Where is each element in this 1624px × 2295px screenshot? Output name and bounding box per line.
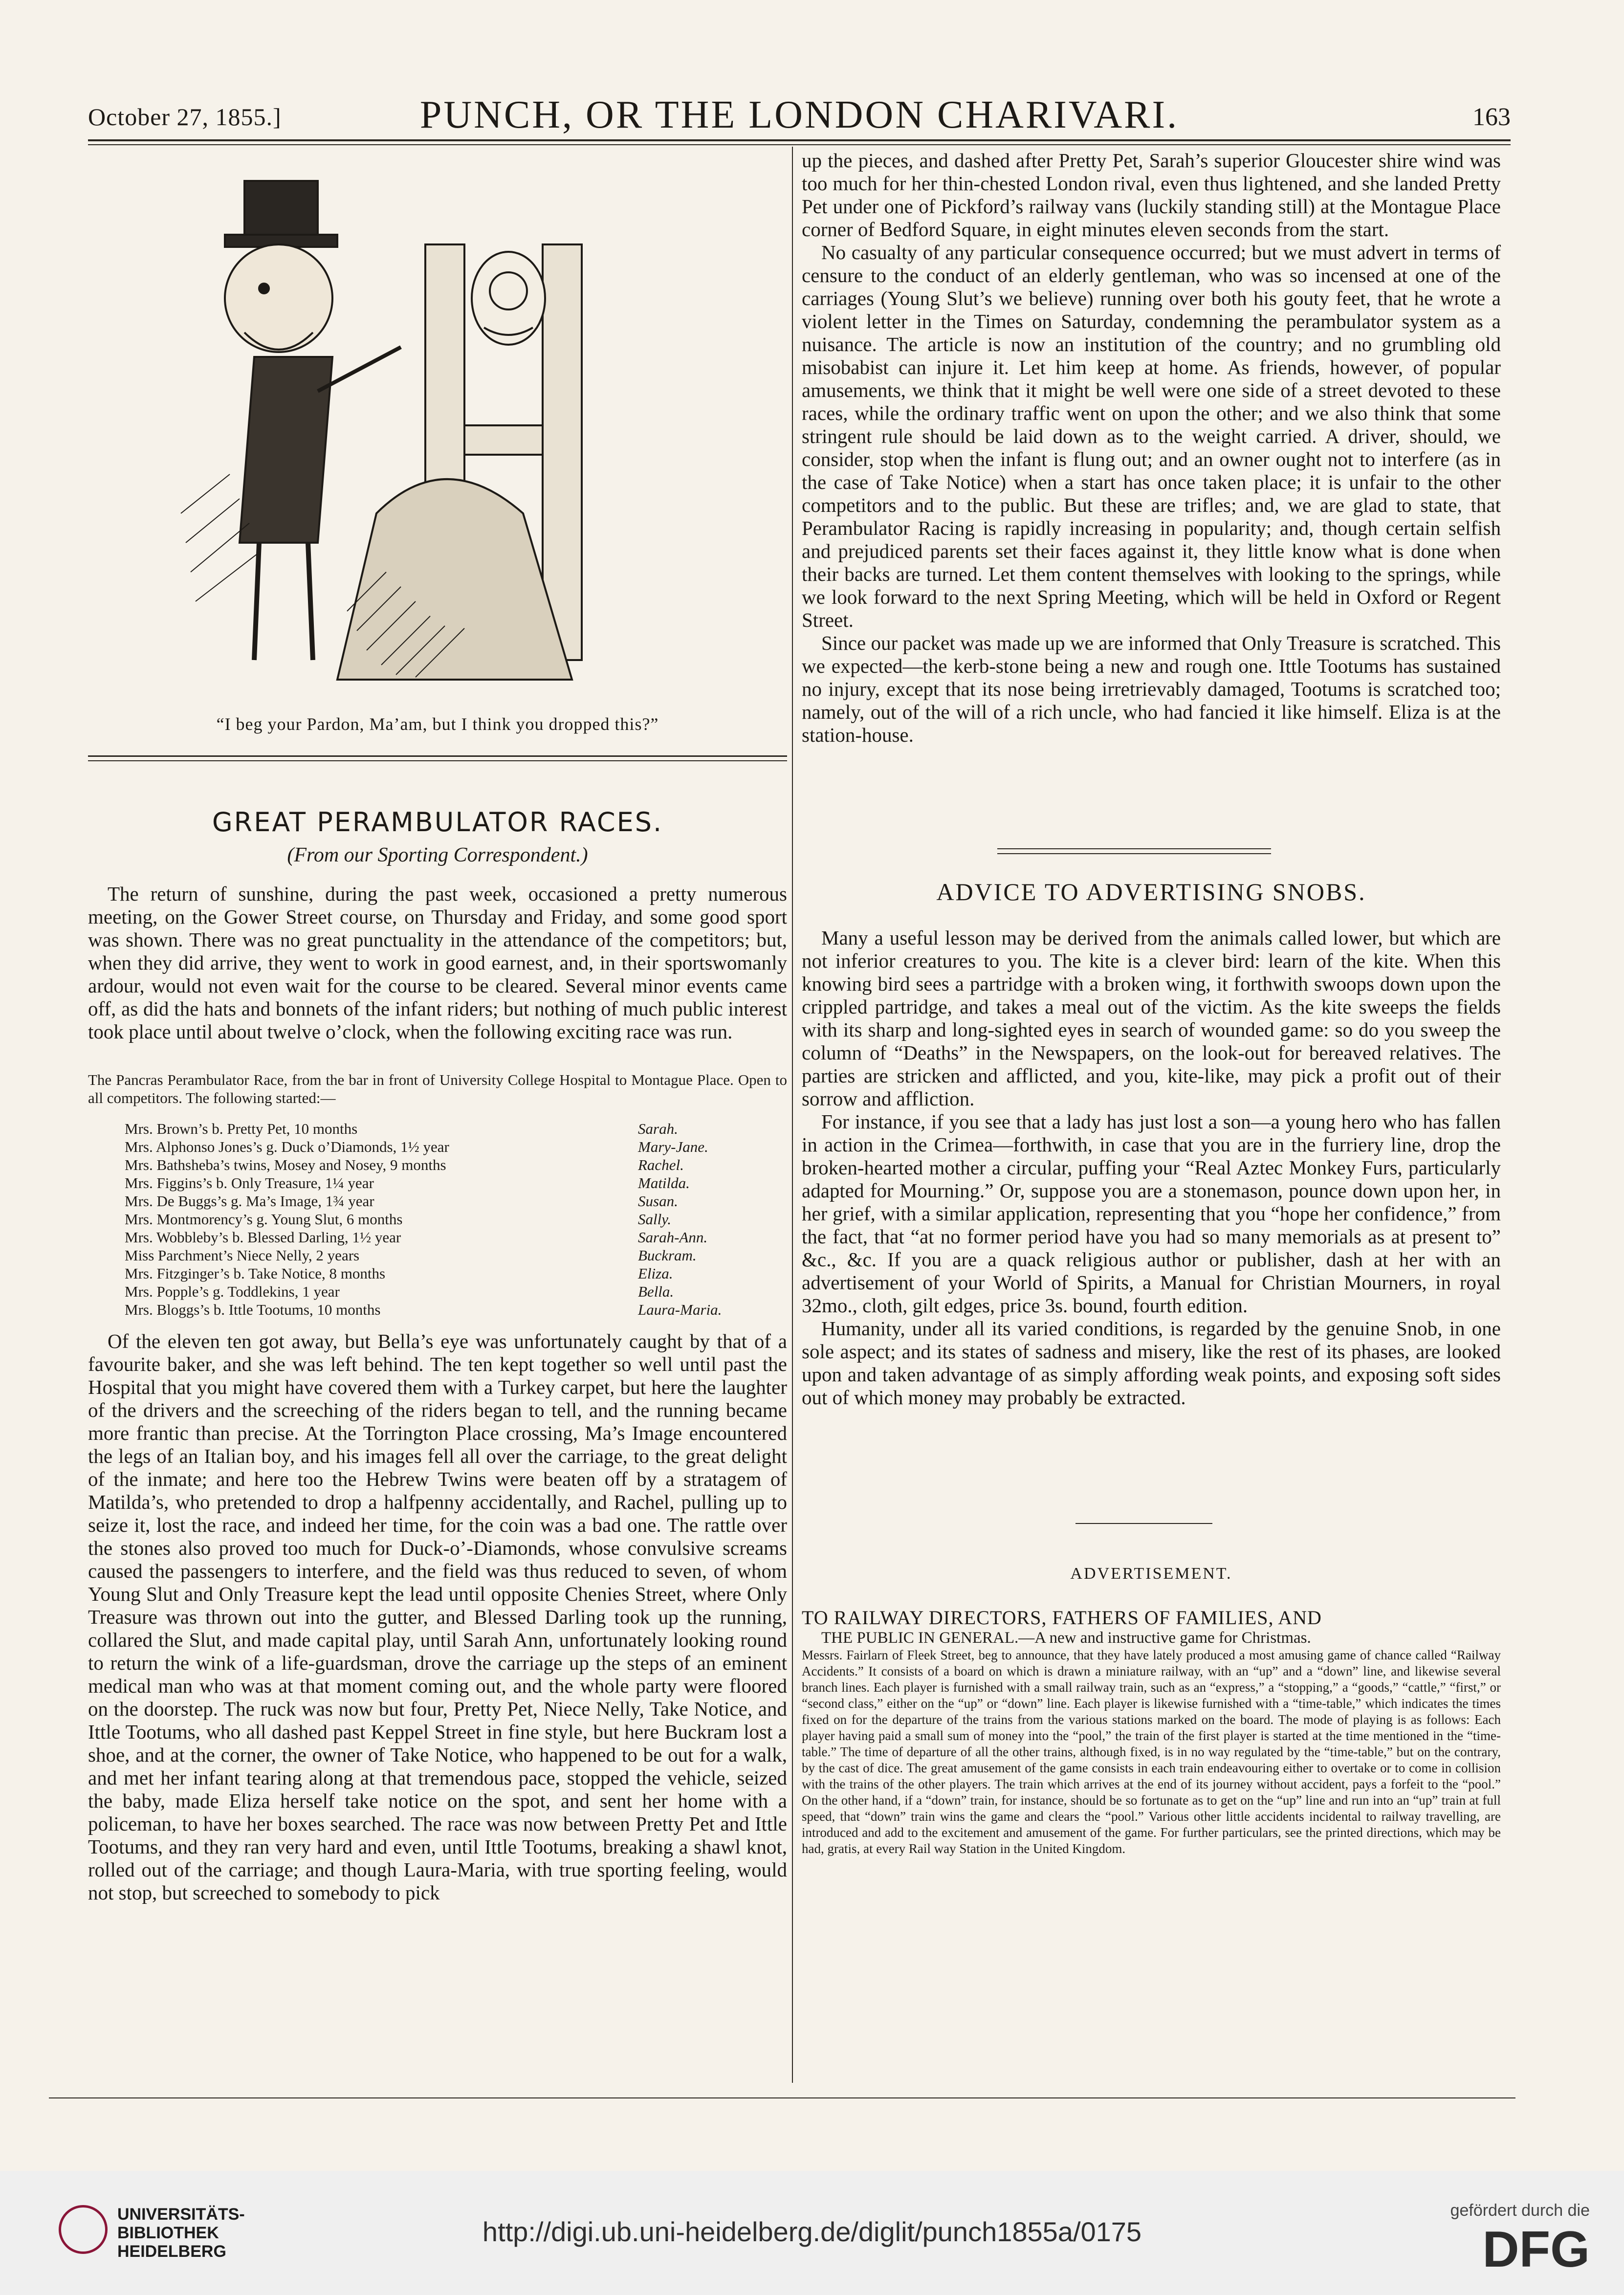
article1-body <box>88 1330 787 1904</box>
bottom-rule <box>49 2097 1515 2098</box>
funding-label: gefördert durch die <box>1450 2201 1590 2220</box>
page-number: 163 <box>1472 103 1511 131</box>
race-entry <box>125 1246 760 1264</box>
entry-name: Mrs. Bloggs’s b. Ittle Tootums, 10 months <box>125 1301 381 1318</box>
race-entry <box>125 1301 760 1319</box>
race-entry <box>125 1138 760 1156</box>
article2-body <box>802 927 1501 1409</box>
article1-para1: The return of sunshine, during the past week, occasioned a pretty numerous meeting, on the Gower Street course, on Thursday and Friday, and some good sport was shown. There was no great punctuality in the attendance of the competitors; but, when they did arrive, they went to work in good earnest, and, in their sportswomanly ardour, would not even wait for the course to be cleared. Several minor events came off, as did the hats and bonnets of the infant riders; but nothing of much public interest took place until about twelve o’clock, when the following exciting race was run. <box>88 883 787 1043</box>
race-entry <box>125 1282 760 1301</box>
race-entry <box>125 1210 760 1228</box>
issue-date: October 27, 1855.] <box>88 103 282 131</box>
entry-name: Mrs. Bathsheba’s twins, Mosey and Nosey, 9 months <box>125 1156 446 1173</box>
entry-name: Mrs. Popple’s g. Toddlekins, 1 year <box>125 1283 340 1300</box>
ad-title-line: TO RAILWAY DIRECTORS, FATHERS OF FAMILIES, AND <box>802 1607 1322 1629</box>
article-title-perambulator: GREAT PERAMBULATOR RACES. <box>212 807 663 838</box>
digitization-footer <box>0 2171 1624 2295</box>
entry-name: Mrs. Fitzginger’s b. Take Notice, 8 months <box>125 1265 386 1282</box>
entry-name: Mrs. De Buggs’s g. Ma’s Image, 1¾ year <box>125 1192 374 1210</box>
entry-name: Mrs. Figgins’s b. Only Treasure, 1¼ year <box>125 1174 374 1192</box>
entry-rider: Laura-Maria. <box>638 1301 722 1318</box>
entry-rider: Buckram. <box>638 1247 697 1264</box>
entry-name: Mrs. Alphonso Jones’s g. Duck o’Diamonds, 1½ year <box>125 1138 449 1155</box>
entry-rider: Bella. <box>638 1283 674 1300</box>
page-header <box>88 83 1511 142</box>
entry-name: Mrs. Wobbleby’s b. Blessed Darling, 1½ year <box>125 1229 401 1246</box>
race-entry <box>125 1174 760 1192</box>
race-entry <box>125 1192 760 1210</box>
ad-title-line2: THE PUBLIC IN GENERAL.—A new and instructive game for Christmas. <box>821 1629 1311 1647</box>
divider-short <box>997 848 1271 849</box>
journal-title: PUNCH, OR THE LONDON CHARIVARI. <box>419 93 1179 136</box>
divider-short-3 <box>1075 1523 1212 1524</box>
cartoon-caption: “I beg your Pardon, Ma’am, but I think you dropped this?” <box>216 714 659 734</box>
cartoon-illustration <box>171 171 601 699</box>
race-entry <box>125 1120 760 1138</box>
caption-rule <box>88 755 787 757</box>
entry-name: Mrs. Montmorency’s g. Young Slut, 6 months <box>125 1211 403 1228</box>
entry-rider: Rachel. <box>638 1156 684 1173</box>
article1-intro <box>88 883 787 1043</box>
column-divider <box>792 147 793 2083</box>
article1-para3: up the pieces, and dashed after Pretty Pet, Sarah’s superior Gloucester shire wind was too much for her thin-chested London rival, even thus lightened, and she landed Pretty Pet under one of Pickford’s railway vans (luckily standing still) at the Montague Place corner of Bedford Square, in eight minutes eleven seconds from the start. <box>802 149 1501 241</box>
race-entries-list <box>125 1120 760 1319</box>
article1-para2: Of the eleven ten got away, but Bella’s eye was unfortunately caught by that of a favourite baker, and she was left behind. The ten kept together so well until past the Hospital that you might have covered them with a Turkey carpet, but here the laughter of the drivers and the screeching of the riders began to tell, and the running became more frantic than precise. At the Torrington Place crossing, Ma’s Image encountered the legs of an Italian boy, and his images fell all over the carriage, to the great delight of the inmate; and here too the Hebrew Twins were beaten off by a stratagem of Matilda’s, who pretended to drop a halfpenny accidentally, and Rachel, pulling up to seize it, lost the race, and indeed her time, for the coin was a bad one. The rattle over the stones also proved too much for Duck-o’-Diamonds, whose convulsive screams caused the passengers to interfere, and the field was thus reduced to seven, of whom Young Slut and Only Treasure kept the lead until opposite Chenies Street, where Only Treasure was thrown out into the gutter, and Blessed Darling took up the running, collared the Slut, and made capital play, until Sarah Ann, unfortunately looking round to return the wink of a life-guardsman, drove the carriage up the steps of an eminent medical man who was at that moment coming out, and the whole party were floored on the doorstep. The ruck was now but four, Pretty Pet, Niece Nelly, Take Notice, and Ittle Tootums, who all dashed past Keppel Street in fine style, but here Buckram lost a shoe, and at the corner, the owner of Take Notice, who happened to be out for a walk, and met her infant tearing along at that tremendous pace, stopped the vehicle, seized the baby, made Eliza herself take notice on the spot, and sent her home with a policeman, to have her boxes searched. The race was now between Pretty Pet and Ittle Tootums, and they ran very hard and even, until Ittle Tootums, breaking a shawl knot, rolled out of the carriage; and though Laura-Maria, with true sporting feeling, would not stop, but screeched to somebody to pick <box>88 1330 787 1904</box>
entry-rider: Sally. <box>638 1211 672 1228</box>
race-intro: The Pancras Perambulator Race, from the bar in front of University College Hospital to Montague Place. Open to all competitors. The following started:— <box>88 1071 787 1106</box>
article-title-snobs: ADVICE TO ADVERTISING SNOBS. <box>936 878 1366 905</box>
header-rule <box>88 139 1511 141</box>
dfg-logo: DFG <box>1482 2221 1590 2278</box>
article2-para3: Humanity, under all its varied conditions, is regarded by the genuine Snob, in one sole aspect; and its states of sadness and misery, like the rest of its phases, are looked upon and taken advantage of as simply affording weak points, and exposing soft sides out of which money may probably be extracted. <box>802 1317 1501 1409</box>
institution-name: UNIVERSITÄTS- BIBLIOTHEK HEIDELBERG <box>117 2205 245 2261</box>
article1-para4: No casualty of any particular consequence occurred; but we must advert in terms of censure to the conduct of an elderly gentleman, who was so incensed at one of the carriages (Young Slut’s we believe) running over both his gouty feet, that he wrote a violent letter in the Times on Saturday, condemning the perambulator system as a nuisance. The article is now an institution of the country; and no grumbling old misobabist can injure it. Let him keep at home. As friends, however, of popular amusements, we think that it might be well were one side of a street devoted to these races, while the ordinary traffic went on upon the other; and we also think that some stringent rule should be laid down as to the weight carried. A driver, should, we consider, stop when the infant is flung out; and an owner ought not to interfere (as in the case of Take Notice) when a start has once taken place; it is unfair to the other competitors and to the public. But these are trifles; and, we are glad to state, that Perambulator Racing is rapidly increasing in popularity; and, though certain selfish and prejudiced parents set their faces against it, they little know what is done when their backs are turned. Let them content themselves with looking to the springs, while we look forward to the next Spring Meeting, which will be held in Oxford or Regent Street. <box>802 241 1501 631</box>
entry-name: Mrs. Brown’s b. Pretty Pet, 10 months <box>125 1120 358 1137</box>
article1-para5: Since our packet was made up we are informed that Only Treasure is scratched. This we expected—the kerb-stone being a new and rough one. Ittle Tootums has sustained no injury, except that its nose being irretrievably damaged, Tootums is scratched too; namely, out of the will of a rich uncle, who had fancied it like himself. Eliza is at the station-house. <box>802 632 1501 746</box>
entry-rider: Sarah-Ann. <box>638 1229 708 1246</box>
entry-rider: Eliza. <box>638 1265 673 1282</box>
article2-para1: Many a useful lesson may be derived from the animals called lower, but which are not inferior creatures to you. The kite is a clever bird: learn of the kite. When this knowing bird sees a partridge with a broken wing, it forthwith swoops down upon the crippled partridge, and takes a meal out of the victim. As the kite sweeps the fields with its sharp and long-sighted eyes in search of wounded game: so do you sweep the column of “Deaths” in the Newspapers, on the look-out for bereaved relatives. The parties are stricken and afflicted, and you, kite-like, may pick a profit out of their sorrow and affliction. <box>802 927 1501 1110</box>
ad-body: Messrs. Fairlarn of Fleek Street, beg to announce, that they have lately produced a most amusing game of chance called “Railway Accidents.” It consists of a board on which is drawn a miniature railway, with an “up” and a “down” line, and likewise several branch lines. Each player is furnished with a small railway train, such as an “express,” a “stopping,” a “goods,” “cattle,” “first,” or “second class,” either on the “up” or “down” line. Each player is likewise furnished with a “time-table,” which indicates the times fixed on for the departure of the trains from the various stations marked on the board. The mode of playing is as follows: Each player having paid a small sum of money into the “pool,” the train of the first player is started at the time mentioned in the “time-table.” The time of departure of all the other trains, although fixed, is in no way regulated by the “time-table,” but on the contrary, by the cast of dice. The great amusement of the game consists in each train endeavouring either to overtake or to come in collision with the trains of the other players. The train which arrives at the end of its journey without accident, pays a forfeit to the “pool.” On the other hand, if a “down” train, for instance, should be so fortunate as to get on the “up” line and run into an “up” train at full speed, that “down” train wins the game and clears the “pool.” Various other little accidents incidental to railway travelling, are introduced and add to the excitement and amusement of the game. For further particulars, see the printed directions, which may be had, gratis, at every Rail way Station in the United Kingdom. <box>802 1648 1501 1856</box>
caption-rule-thin <box>88 760 787 761</box>
article-subtitle: (From our Sporting Correspondent.) <box>287 844 588 866</box>
article2-para2: For instance, if you see that a lady has just lost a son—a young hero who has fallen in action in the Crimea—forthwith, in case that you are in the furriery line, drop the broken-hearted mother a circular, puffing your “Real Aztec Monkey Furs, particularly adapted for Mourning.” Or, suppose you are a stonemason, pounce down upon her, in her grief, with a similar application, representing that you “hope her confidence,” from the fact, that “at no former period have you had so many memorials as at present to” &c., &c. If you are a quack religious author or publisher, dash at her with an advertisement of your World of Spirits, a Manual for Christian Mourners, in royal 32mo., cloth, gilt edges, price 3s. bound, fourth edition. <box>802 1110 1501 1317</box>
entry-rider: Sarah. <box>638 1120 678 1137</box>
advertisement-heading: ADVERTISEMENT. <box>1070 1565 1232 1583</box>
divider-short-2 <box>997 853 1271 854</box>
race-entry <box>125 1228 760 1246</box>
source-url[interactable]: http://digi.ub.uni-heidelberg.de/diglit/punch1855a/0175 <box>482 2216 1142 2247</box>
race-entry <box>125 1156 760 1174</box>
race-entry <box>125 1264 760 1282</box>
entry-rider: Matilda. <box>638 1174 690 1192</box>
advertisement-block <box>802 1606 1501 1857</box>
entry-name: Miss Parchment’s Niece Nelly, 2 years <box>125 1247 360 1264</box>
article1-continued <box>802 149 1501 747</box>
header-rule-thin <box>88 144 1511 145</box>
entry-rider: Susan. <box>638 1192 678 1210</box>
entry-rider: Mary-Jane. <box>638 1138 708 1155</box>
race-intro-block <box>88 1071 787 1107</box>
